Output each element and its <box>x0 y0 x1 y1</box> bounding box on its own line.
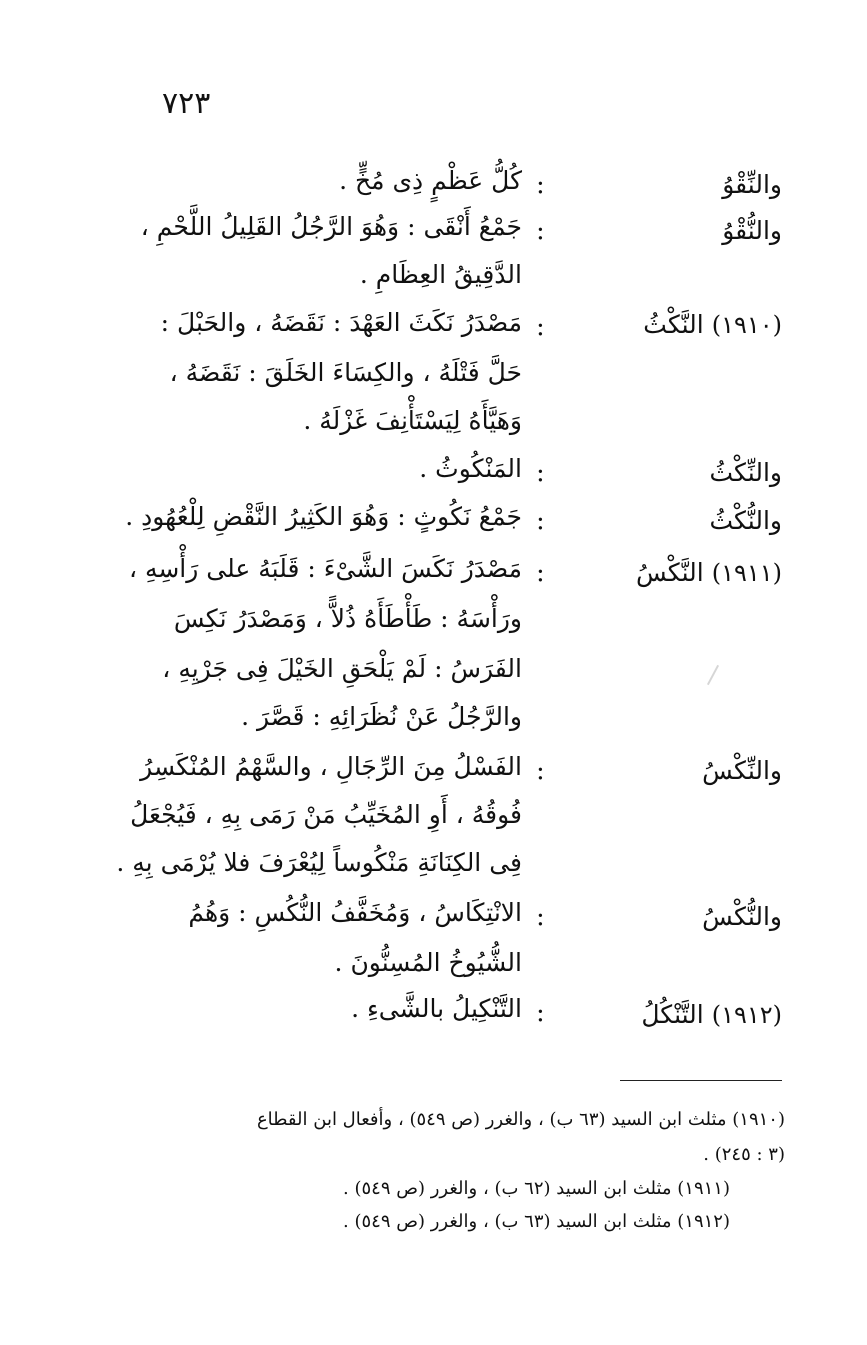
scan-mark <box>707 665 719 685</box>
entry-definition-line: جَمْعُ أَنْقَى : وَهُوَ الرَّجُلُ القَلِيلُ اللَّحْمِ ، <box>140 212 522 241</box>
entry-headword <box>643 310 782 340</box>
entry-definition-line: الفَرَسُ : لَمْ يَلْحَقِ الخَيْلَ فِى جَرْيِهِ ، <box>162 654 522 683</box>
footnote-line: (١٩١٢) مثلث ابن السيد (٦٣ ب) ، والغرر (ص ٥٤٩) . <box>343 1211 730 1232</box>
entry-separator: : <box>536 458 545 488</box>
entry-headword: والنُّكْثُ <box>709 506 782 535</box>
entry-definition-line: فِى الكِنَانَةِ مَنْكُوساً لِيُعْرَفَ فلا يُرْمَى بِهِ . <box>116 848 522 877</box>
entry-definition-line: كُلُّ عَظْمٍ ذِى مُخٍّ . <box>339 166 522 195</box>
footnote-line: (١٩١٠) مثلث ابن السيد (٦٣ ب) ، والغرر (ص ٥٤٩) ، وأفعال ابن القطاع <box>256 1109 785 1130</box>
entry-definition-line: وَهَيَّأَهُ لِيَسْتَأْنِفَ غَزْلَهُ . <box>303 406 522 435</box>
entry-definition-line: فُوقُهُ ، أَوِ المُخَيِّبُ مَنْ رَمَى بِهِ ، فَيُجْعَلُ <box>130 800 522 829</box>
entry-separator: : <box>536 902 545 932</box>
entry-headword: والنُّكْسُ <box>702 902 782 931</box>
entry-number: (١٩١٠) <box>711 311 782 339</box>
entry-separator: : <box>536 506 545 536</box>
entry-definition-line: مَصْدَرُ نَكَثَ العَهْدَ : نَقَضَهُ ، والحَبْلَ : <box>160 308 522 337</box>
entry-separator: : <box>536 756 545 786</box>
entry-separator: : <box>536 998 545 1028</box>
entry-headword <box>636 558 782 588</box>
entry-headword <box>641 1000 782 1030</box>
entry-separator: : <box>536 170 545 200</box>
entry-definition-line: المَنْكُوثُ . <box>419 454 522 483</box>
entry-separator: : <box>536 216 545 246</box>
entry-definition-line: الشُّيُوخُ المُسِنُّونَ . <box>334 948 522 977</box>
entry-definition-line: الانْتِكَاسُ ، وَمُخَفَّفُ النُّكُسِ : وَهُمُ <box>188 898 522 927</box>
footnote-divider <box>620 1080 782 1081</box>
entry-headword: والنِّقْوُ <box>722 170 782 199</box>
entry-headword-text: النَّكْثُ <box>643 310 704 339</box>
entry-separator: : <box>536 312 545 342</box>
entry-definition-line: الفَسْلُ مِنَ الرِّجَالِ ، والسَّهْمُ المُنْكَسِرُ <box>140 752 522 781</box>
entry-definition-line: جَمْعُ نَكُوثٍ : وَهُوَ الكَثِيرُ النَّقْضِ لِلْعُهُودِ . <box>125 502 522 531</box>
entry-definition-line: ورَأْسَهُ : طَأْطَأَهُ ذُلاًّ ، وَمَصْدَرُ نَكِسَ <box>173 604 522 633</box>
page-number: ٧٢٣ <box>162 86 211 121</box>
entry-separator: : <box>536 558 545 588</box>
entry-headword: والنُّقْوُ <box>722 216 782 245</box>
entry-definition-line: حَلَّ فَتْلَهُ ، والكِسَاءَ الخَلَقَ : نَقَضَهُ ، <box>169 358 522 387</box>
entry-number: (١٩١٢) <box>711 1001 782 1029</box>
entry-number: (١٩١١) <box>711 559 782 587</box>
footnote-line: (١٩١١) مثلث ابن السيد (٦٢ ب) ، والغرر (ص ٥٤٩) . <box>343 1178 730 1199</box>
entry-definition-line: والرَّجُلُ عَنْ نُظَرَائِهِ : قَصَّرَ . <box>241 702 522 731</box>
entry-definition-line: التَّنْكِيلُ بالشَّىءِ . <box>351 994 522 1023</box>
entry-headword: والنِّكْثُ <box>709 458 782 487</box>
entry-definition-line: مَصْدَرُ نَكَسَ الشَّىْءَ : قَلَبَهُ على رَأْسِهِ ، <box>128 554 522 583</box>
entry-headword: والنِّكْسُ <box>702 756 782 785</box>
entry-headword-text: التَّنْكُلُ <box>641 1000 704 1029</box>
entry-definition-line: الدَّقِيقُ العِظَامِ . <box>359 260 522 289</box>
entry-headword-text: النَّكْسُ <box>635 558 704 587</box>
footnote-line: (٣ : ٢٤٥) . <box>703 1144 785 1165</box>
